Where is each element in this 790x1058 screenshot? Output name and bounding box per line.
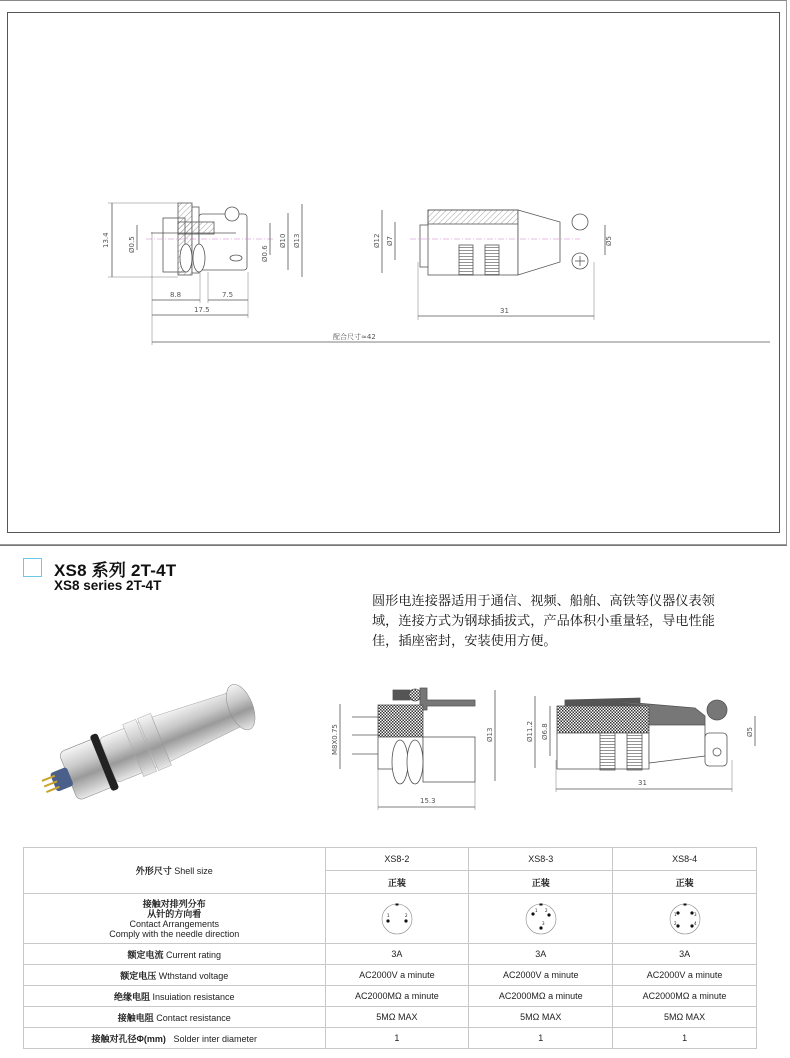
- dim-5: Ø5: [605, 236, 613, 246]
- pin-diagram-3-icon: [524, 902, 558, 936]
- contact-resistance-value: 5MΩ MAX: [469, 1007, 613, 1028]
- dim-7-5: 7.5: [222, 291, 234, 299]
- contact-resistance-value: 5MΩ MAX: [325, 1007, 469, 1028]
- svg-text:2: 2: [673, 920, 677, 926]
- dim-17-5: 17.5: [194, 306, 210, 314]
- pin-layout-2: [325, 894, 469, 944]
- product-description: 圆形电连接器适用于通信、视频、船舶、高铁等仪器仪表领域，连接方式为钢球插拔式，产品体积小重量轻，导电性能佳，插座密封，安装使用方便。: [372, 594, 715, 649]
- mount-type: 正装: [613, 871, 757, 894]
- table-row: [24, 1007, 757, 1028]
- dim-11-2: Ø11.2: [526, 720, 534, 742]
- svg-text:4: 4: [693, 920, 697, 926]
- solder-diameter-value: 1: [325, 1028, 469, 1049]
- arrangement-label: 接触对排列分布 从针的方向看 Contact Arrangements Comply with the needle direction: [24, 894, 326, 944]
- table-row: [24, 986, 757, 1007]
- current-rating-value: 3A: [613, 944, 757, 965]
- table-row: [24, 944, 757, 965]
- pin-diagram-4-icon: [668, 902, 702, 936]
- pin-layout-4: [613, 894, 757, 944]
- dim-7: Ø7: [386, 236, 394, 246]
- voltage-value: AC2000V a minute: [325, 965, 469, 986]
- title-marker-box: [23, 558, 42, 577]
- insulation-value: AC2000MΩ a minute: [613, 986, 757, 1007]
- model-xs8-2: XS8-2: [325, 848, 469, 871]
- voltage-value: AC2000V a minute: [469, 965, 613, 986]
- dim-5-small: Ø5: [746, 727, 754, 737]
- dim-10: Ø10: [279, 233, 287, 248]
- solder-diameter-label: 接触对孔径Φ(mm) Solder inter diameter: [24, 1028, 326, 1049]
- series-title-cn: XS8 系列 2T-4T: [54, 561, 177, 580]
- dim-15-3: 15.3: [420, 797, 436, 805]
- socket-drawing: [320, 670, 520, 820]
- mount-type: 正装: [469, 871, 613, 894]
- current-rating-label: 额定电流 Current rating: [24, 944, 326, 965]
- current-rating-value: 3A: [469, 944, 613, 965]
- svg-text:3: 3: [541, 920, 545, 926]
- svg-text:2: 2: [544, 907, 548, 913]
- dim-13-small: Ø13: [486, 727, 494, 742]
- mount-type: 正装: [325, 871, 469, 894]
- table-row: [24, 965, 757, 986]
- contact-resistance-label: 接触电阻 Contact resistance: [24, 1007, 326, 1028]
- spec-table: [23, 847, 757, 1049]
- solder-diameter-value: 1: [613, 1028, 757, 1049]
- dim-31: 31: [500, 307, 509, 315]
- pin-layout-3: [469, 894, 613, 944]
- dim-8-8: 8.8: [170, 291, 182, 299]
- voltage-value: AC2000V a minute: [613, 965, 757, 986]
- insulation-label: 绝缘电阻 Insuiation resistance: [24, 986, 326, 1007]
- model-xs8-3: XS8-3: [469, 848, 613, 871]
- dim-m8x0-75: M8X0.75: [331, 724, 339, 755]
- svg-text:2: 2: [404, 912, 408, 918]
- dim-6-8: Ø6.8: [541, 723, 549, 740]
- svg-text:1: 1: [534, 907, 538, 913]
- insulation-value: AC2000MΩ a minute: [325, 986, 469, 1007]
- dim-0-6: Ø0.6: [261, 245, 269, 262]
- table-row: [24, 894, 757, 944]
- dim-13: Ø13: [293, 233, 301, 248]
- contact-resistance-value: 5MΩ MAX: [613, 1007, 757, 1028]
- voltage-label: 额定电压 Wthstand voltage: [24, 965, 326, 986]
- svg-text:1: 1: [386, 912, 390, 918]
- current-rating-value: 3A: [325, 944, 469, 965]
- mating-dimension: 配合尺寸≈42: [333, 333, 376, 341]
- plug-drawing: [520, 680, 780, 800]
- dim-0-5: Ø0.5: [128, 236, 136, 253]
- svg-text:3: 3: [693, 911, 697, 917]
- shell-size-label: 外形尺寸 Shell size: [24, 848, 326, 894]
- product-photo: [28, 650, 308, 810]
- solder-diameter-value: 1: [469, 1028, 613, 1049]
- table-row: [24, 848, 757, 871]
- svg-text:1: 1: [673, 911, 677, 917]
- series-title-en: XS8 series 2T-4T: [54, 578, 162, 593]
- dim-31-small: 31: [638, 779, 647, 787]
- insulation-value: AC2000MΩ a minute: [469, 986, 613, 1007]
- section-divider: [0, 545, 787, 546]
- dim-12: Ø12: [373, 233, 381, 248]
- dim-13-4: 13.4: [102, 232, 110, 248]
- table-row: [24, 1028, 757, 1049]
- pin-diagram-2-icon: [380, 902, 414, 936]
- model-xs8-4: XS8-4: [613, 848, 757, 871]
